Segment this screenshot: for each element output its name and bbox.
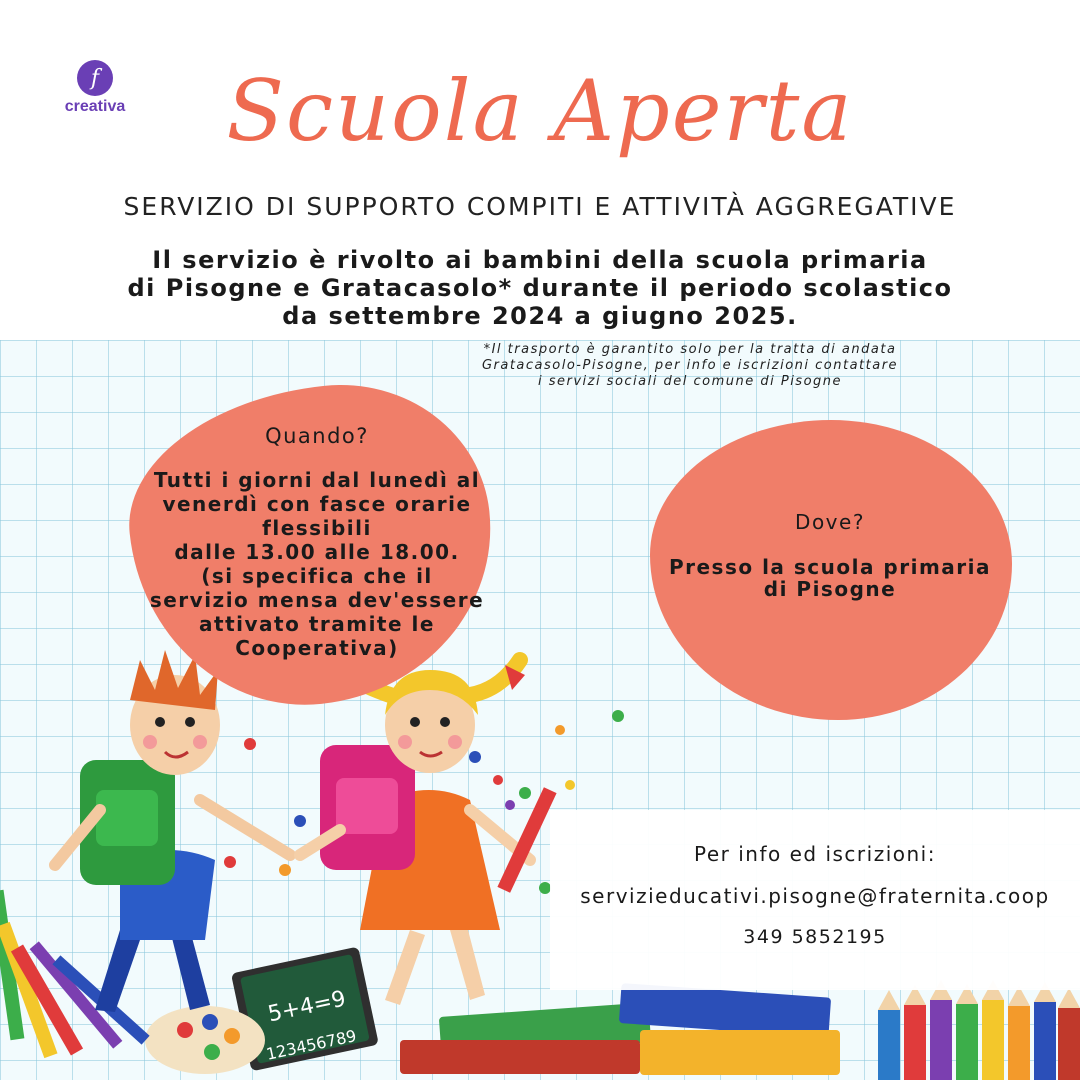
books <box>400 983 840 1075</box>
contact-phone[interactable]: 349 5852195 <box>743 926 887 948</box>
logo-mark: f <box>77 60 113 96</box>
note-line: i servizi sociali del comune di Pisogne <box>537 374 843 389</box>
when-line: Cooperativa) <box>235 636 399 660</box>
description-line: Il servizio è rivolto ai bambini della scuola primaria <box>152 246 928 274</box>
note-line: *Il trasporto è garantito solo per la tratta di andata <box>483 342 897 357</box>
page-title: Scuola Aperta <box>226 62 854 160</box>
when-line: attivato tramite le <box>199 612 435 636</box>
chalkboard-math: 5+4=9 <box>265 986 349 1028</box>
when-heading: Quando? <box>265 424 369 448</box>
description-line: di Pisogne e Gratacasolo* durante il periodo scolastico <box>127 274 953 302</box>
subtitle: SERVIZIO DI SUPPORTO COMPITI E ATTIVITÀ AGGREGATIVE <box>123 192 957 221</box>
when-line: flessibili <box>262 516 372 540</box>
where-section <box>650 510 1010 600</box>
where-line: di Pisogne <box>763 577 897 601</box>
where-line: Presso la scuola primaria <box>668 555 992 579</box>
when-details <box>132 468 502 660</box>
boy-character <box>55 650 290 1012</box>
where-heading: Dove? <box>795 510 865 534</box>
contact-email[interactable]: servizieducativi.pisogne@fraternita.coop <box>580 884 1050 908</box>
pencils-right <box>878 980 1080 1080</box>
when-line: (si specifica che il <box>201 564 433 588</box>
when-section <box>132 424 502 660</box>
when-line: servizio mensa dev'essere <box>149 588 485 612</box>
contact-box <box>550 810 1080 990</box>
chalkboard-digits: 123456789 <box>264 1026 359 1064</box>
description-line: da settembre 2024 a giugno 2025. <box>282 302 798 330</box>
when-line: Tutti i giorni dal lunedì al <box>153 468 481 492</box>
when-line: dalle 13.00 alle 18.00. <box>174 540 460 564</box>
where-details <box>650 556 1010 600</box>
contact-label: Per info ed iscrizioni: <box>694 842 936 866</box>
note-line: Gratacasolo-Pisogne, per info e iscrizioni contattare <box>481 358 899 373</box>
logo-text: creativa <box>64 98 126 115</box>
when-line: venerdì con fasce orarie <box>162 492 472 516</box>
